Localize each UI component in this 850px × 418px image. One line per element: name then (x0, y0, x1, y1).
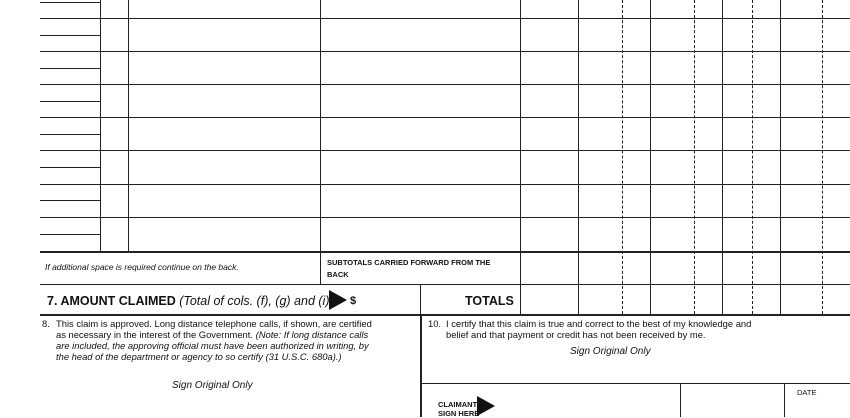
approval-note: (Note: If long distance calls (255, 329, 369, 340)
amount-claimed-title: AMOUNT CLAIMED (60, 294, 176, 308)
approval-line-3: are included, the approving official must have been authorized in writing, by (56, 340, 369, 351)
additional-space-note: If additional space is required continue on the back. (45, 262, 239, 272)
sub-row-line (40, 101, 100, 102)
column-line (100, 0, 101, 251)
claimant-arrow-icon (477, 396, 495, 416)
claimant-sign-label (438, 400, 479, 418)
row-line (40, 51, 850, 52)
column-line (578, 0, 579, 314)
totals-label: TOTALS (465, 294, 514, 308)
subtotals-label (327, 257, 490, 281)
column-line (520, 0, 521, 314)
row-line (40, 150, 850, 151)
column-line (650, 0, 651, 314)
column-line (722, 0, 723, 314)
row-line (40, 84, 850, 85)
date-label: DATE (797, 388, 817, 397)
row-line (40, 18, 850, 19)
sub-row-line (40, 200, 100, 201)
sub-row-line (40, 234, 100, 235)
certification-line-2: belief and that payment or credit has not been received by me. (446, 329, 706, 340)
amount-claimed-bottom-line (40, 314, 850, 316)
certification-number: 10. (428, 318, 442, 329)
row-line (40, 184, 850, 185)
approval-line-2 (42, 329, 372, 340)
sub-row-line (40, 68, 100, 69)
date-divider (680, 383, 681, 417)
amount-claimed-currency: $ (350, 295, 357, 307)
signature-blocks-divider (420, 314, 422, 417)
row-line (40, 217, 850, 218)
certification-text-line1: I certify that this claim is true and correct to the best of my knowledge and (446, 318, 752, 329)
subtotals-bottom-line (40, 284, 850, 285)
sub-row-line (40, 167, 100, 168)
subtotals-label-line1: SUBTOTALS CARRIED FORWARD FROM THE (327, 258, 491, 267)
cents-divider (822, 0, 823, 314)
approval-line-1 (42, 318, 372, 329)
subtotals-label-line2: BACK (327, 270, 349, 279)
claimant-sign-label-line2: SIGN HERE (438, 409, 480, 418)
approval-sign-label: Sign Original Only (172, 380, 253, 391)
amount-claimed-label (47, 294, 337, 308)
column-line (128, 0, 129, 251)
column-line (780, 0, 781, 314)
cents-divider (752, 0, 753, 314)
date-divider (784, 383, 785, 417)
certification-sign-label: Sign Original Only (570, 346, 651, 357)
table-bottom-line (40, 251, 850, 253)
amount-claimed-note: (Total of cols. (f), (g) and (i).) (179, 294, 338, 308)
sub-row-line (40, 134, 100, 135)
approval-text-line1: This claim is approved. Long distance telephone calls, if shown, are certified (56, 318, 372, 329)
approval-line-4: the head of the department or agency to so certify (31 U.S.C. 680a).) (56, 351, 342, 362)
approval-text-line2: as necessary in the interest of the Government. (56, 329, 253, 340)
amount-claimed-divider (420, 284, 421, 314)
sub-row-line (40, 35, 100, 36)
column-line (320, 0, 321, 284)
amount-claimed-arrow-icon (329, 290, 347, 310)
cents-divider (622, 0, 623, 314)
approval-text (42, 318, 372, 362)
row-line (40, 117, 850, 118)
cents-divider (694, 0, 695, 314)
certification-text (428, 318, 751, 340)
certification-line-1 (428, 318, 751, 329)
amount-claimed-number: 7. (47, 294, 58, 308)
claimant-signature-line (420, 383, 850, 384)
claimant-sign-label-line1: CLAIMANT (438, 400, 478, 409)
sub-row-line (40, 2, 100, 3)
approval-number: 8. (42, 318, 50, 329)
